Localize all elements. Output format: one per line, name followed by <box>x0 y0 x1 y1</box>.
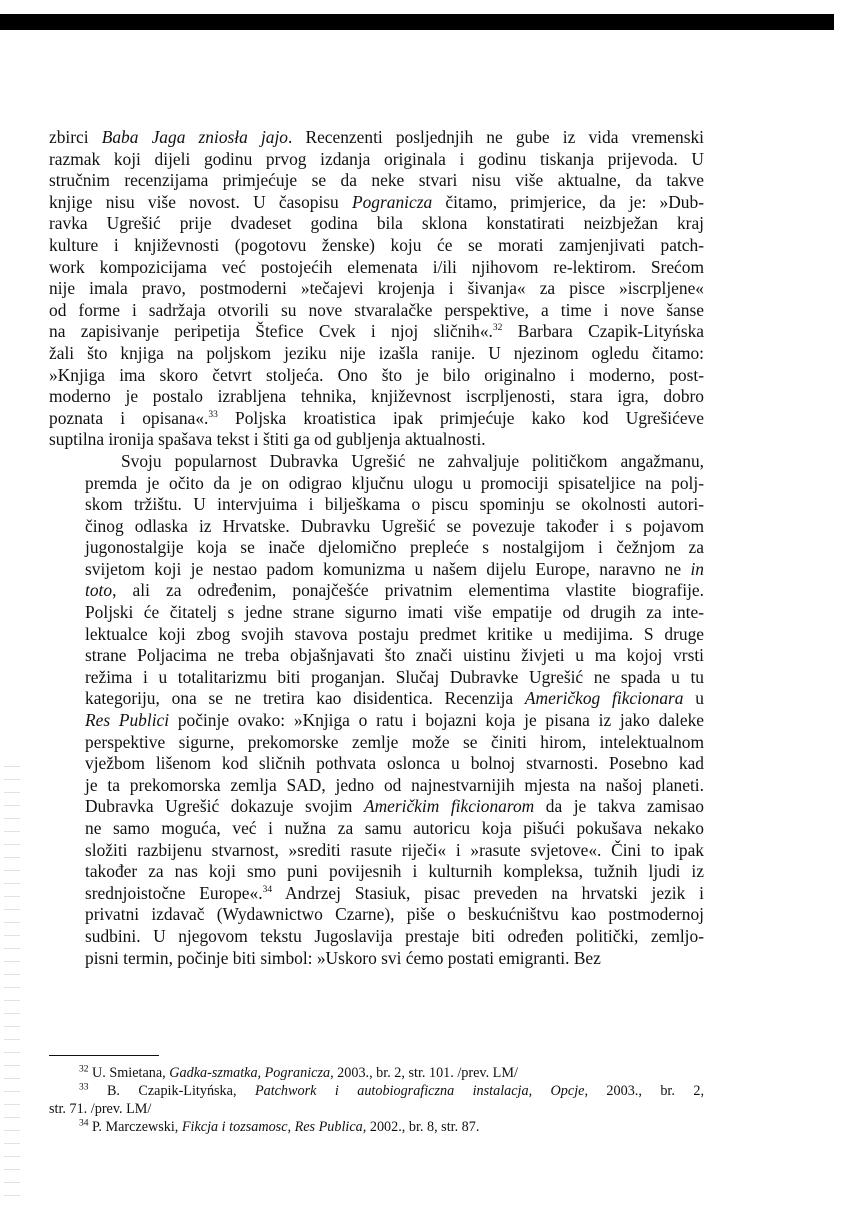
footnote-marker: 33 <box>79 1082 89 1093</box>
text-run: da je takva zamisao <box>534 796 704 817</box>
scan-top-edge <box>0 14 834 30</box>
text-run: lektualce koji zbog svojih stavova postaju predmet kritike u medijima. S druge <box>85 623 704 644</box>
italic-title: Gadka-szmatka, Pogranicza <box>169 1065 331 1081</box>
text-line <box>49 948 704 970</box>
text-line <box>49 300 704 322</box>
text-run: zbirci <box>49 127 102 147</box>
footnote-marker: 34 <box>79 1118 89 1129</box>
text-line <box>49 451 704 473</box>
text-line <box>49 408 704 430</box>
text-run: . Recenzenti posljednjih ne gube iz vida vremenski <box>288 127 704 147</box>
text-line <box>49 192 704 214</box>
text-run: kulture i književnosti (pogotovu ženske) koju će se morati zamjenjivati patch- <box>49 234 704 255</box>
text-run: na zapisivanje peripetija Štefice Cvek i njoj sličnih«. <box>49 321 493 342</box>
italic-title: Baba Jaga zniosła jajo <box>101 127 288 147</box>
text-run: , ali za određenim, ponajčešće privatnim elementima vlastite biografije. <box>112 580 704 601</box>
text-run: , 2003., br. 2, <box>584 1083 704 1099</box>
text-line <box>49 494 704 516</box>
text-run: U. Smietana, <box>88 1065 170 1081</box>
text-run: Dubravka Ugrešić dokazuje svojim <box>85 796 364 817</box>
text-run: stručnim recenzijama primjećuje se da neke stvari nisu više aktualne, da takve <box>49 170 704 191</box>
text-run: od forme i sadržaja otvorili su nove stvaralačke perspektive, a time i nove šanse <box>49 299 704 320</box>
text-run: »Knjiga ima skoro četvrt stoljeća. Ono što je bilo originalno i moderno, post- <box>49 364 704 385</box>
footnote-marker: 32 <box>492 323 503 334</box>
footnote-separator <box>49 1055 159 1056</box>
italic-title: Pogranicza <box>351 191 433 212</box>
footnote-line <box>49 1118 704 1136</box>
text-line <box>49 861 704 883</box>
text-run: također za nas koji smo puni povijesnih i kulturnih kompleksa, tužnih ljudi iz <box>85 861 704 882</box>
text-line <box>49 667 704 689</box>
footnotes <box>49 1064 704 1136</box>
text-line <box>49 170 704 192</box>
italic-title: Res Publici <box>85 710 170 731</box>
text-line <box>49 278 704 300</box>
text-run: strane Poljacima ne treba objašnjavati što znači uistinu živjeti u ma kojoj vrsti <box>85 645 704 666</box>
text-run: nije imala pravo, postmoderni »tečajevi krojenja i šivanja« za pisce »iscrpljene« <box>49 278 704 299</box>
italic-title: toto <box>85 580 113 601</box>
text-run: perspektive sigurne, prekomorske zemlje može se činiti hirom, intelektualnom <box>85 731 704 752</box>
text-line <box>49 580 704 602</box>
text-line <box>49 818 704 840</box>
text-line <box>49 537 704 559</box>
text-run: , 2002., br. 8, str. 87. <box>362 1119 480 1135</box>
footnote-line <box>49 1082 704 1100</box>
text-run: B. Czapik-Lityńska, <box>88 1083 255 1099</box>
text-run: moderno je postalo izrabljena tehnika, književnost iscrpljenosti, stara igra, dobro <box>49 386 704 407</box>
italic-title: Američkim fikcionarom <box>363 796 535 817</box>
paragraph <box>49 127 704 451</box>
text-run: počinje ovako: »Knjiga o ratu i bojazni koja je pisana iz jako daleke <box>169 710 704 731</box>
text-line <box>49 473 704 495</box>
text-line <box>49 321 704 343</box>
text-run: knjige nisu više novost. U časopisu <box>49 191 352 212</box>
text-line <box>49 926 704 948</box>
text-run: pisni termin, počinje biti simbol: »Uskoro svi ćemo postati emigranti. Bez <box>85 947 601 968</box>
text-run: P. Marczewski, <box>88 1119 182 1135</box>
text-run: , 2003., br. 2, str. 101. /prev. LM/ <box>330 1065 518 1081</box>
footnote <box>49 1118 704 1136</box>
text-line <box>49 516 704 538</box>
body-text <box>49 127 704 969</box>
text-line <box>49 732 704 754</box>
text-run: razmak koji dijeli godinu prvog izdanja originala i godinu tiskanja prijevoda. U <box>49 148 704 169</box>
text-run: složiti razbijenu stvarnost, »srediti rasute riječi« i »rasute svjetove«. Čini to ipak <box>85 839 704 860</box>
text-run: suptilna ironija spašava tekst i štiti ga od gubljenja aktualnosti. <box>49 429 486 450</box>
text-line <box>49 753 704 775</box>
paragraph <box>49 451 704 969</box>
text-line <box>49 429 704 451</box>
text-run: u <box>683 688 704 709</box>
footnote-marker: 32 <box>79 1064 89 1075</box>
text-line <box>49 904 704 926</box>
text-run: činog odlaska iz Hrvatske. Dubravku Ugrešić se povezuje također i s pojavom <box>85 515 704 536</box>
italic-title: Američkog fikcionara <box>524 688 684 709</box>
text-line <box>49 710 704 732</box>
text-run: ravka Ugrešić prije dvadeset godina bila sklona konstatirati neizbježan kraj <box>49 213 704 234</box>
text-run: poznata i opisana«. <box>49 407 209 428</box>
text-run: je ta prekomorska zemlja SAD, jedno od najnestvarnijih mjesta na našoj planeti. <box>85 774 704 795</box>
text-line <box>49 688 704 710</box>
text-run: srednjoistočne Europe«. <box>85 882 263 903</box>
text-run: Poljski će čitatelj s jedne strane sigurno imati više empatije od drugih za inte- <box>85 602 704 623</box>
text-run: žali što knjiga na poljskom jeziku nije izašla ranije. U njezinom ogledu čitamo: <box>49 342 704 363</box>
footnote <box>49 1064 704 1082</box>
text-run: privatni izdavač (Wydawnictwo Czarne), piše o beskućništvu kao postmodernoj <box>85 904 704 925</box>
text-run: work kompozicijama već postojećih elemenata i/ili njihovom re-lektirom. Srećom <box>49 256 704 277</box>
footnote-line <box>49 1064 704 1082</box>
text-run: Svoju popularnost Dubravka Ugrešić ne zahvaljuje političkom angažmanu, <box>121 450 704 471</box>
text-line <box>49 796 704 818</box>
text-line <box>49 645 704 667</box>
italic-title: in <box>690 558 704 579</box>
text-line <box>49 343 704 365</box>
text-line <box>49 840 704 862</box>
footnote <box>49 1082 704 1118</box>
text-run: svijetom koji je nestao padom komunizma u našem dijelu Europe, naravno ne <box>85 558 691 579</box>
text-run: vježbom lišenom kod sličnih pothvata oslonca u bolnoj stvarnosti. Posebno kad <box>85 753 704 774</box>
text-line <box>49 624 704 646</box>
text-run: Poljska kroatistica ipak primjećuje kako kod Ugrešićeve <box>217 407 704 428</box>
text-line <box>49 235 704 257</box>
italic-title: Patchwork i autobiograficzna instalacja, Opcje <box>254 1083 585 1099</box>
italic-title: Fikcja i tozsamosc, Res Publica <box>181 1119 363 1135</box>
text-line <box>49 602 704 624</box>
text-run: sudbini. U njegovom tekstu Jugoslavija prestaje biti određen politički, zemljo- <box>85 925 704 946</box>
text-line <box>49 775 704 797</box>
text-run: režima i u totalitarizmu biti proganjan. Slučaj Dubravke Ugrešić ne spada u tu <box>85 666 704 687</box>
text-run: premda je očito da je on odigrao ključnu ulogu u promociji spisateljice na polj- <box>85 472 704 493</box>
text-line <box>49 149 704 171</box>
text-run: Barbara Czapik-Lityńska <box>502 321 705 342</box>
text-run: kategoriju, ona se ne tretira kao disidentica. Recenzija <box>85 688 525 709</box>
text-line <box>49 257 704 279</box>
text-line <box>49 127 704 149</box>
footnote-line <box>49 1100 704 1118</box>
text-line <box>49 386 704 408</box>
text-line <box>49 559 704 581</box>
text-run: jugonostalgije koja se inače djelomično prepleće s nostalgijom i čežnjom za <box>85 537 704 558</box>
text-run: str. 71. /prev. LM/ <box>49 1101 152 1117</box>
text-line <box>49 883 704 905</box>
footnote-marker: 33 <box>208 409 218 420</box>
text-line <box>49 213 704 235</box>
text-run: skom tržištu. U intervjuima i bilješkama o piscu spominju se okolnosti autori- <box>85 494 704 515</box>
text-run: čitamo, primjerice, da je: »Dub- <box>432 191 704 212</box>
text-line <box>49 365 704 387</box>
footnote-marker: 34 <box>262 884 273 895</box>
text-run: Andrzej Stasiuk, pisac preveden na hrvatski jezik i <box>272 882 704 903</box>
text-run: ne samo moguća, već i nužna za samu autoricu koja pišući pokušava nekako <box>85 818 704 838</box>
scan-margin-noise <box>4 760 20 1200</box>
